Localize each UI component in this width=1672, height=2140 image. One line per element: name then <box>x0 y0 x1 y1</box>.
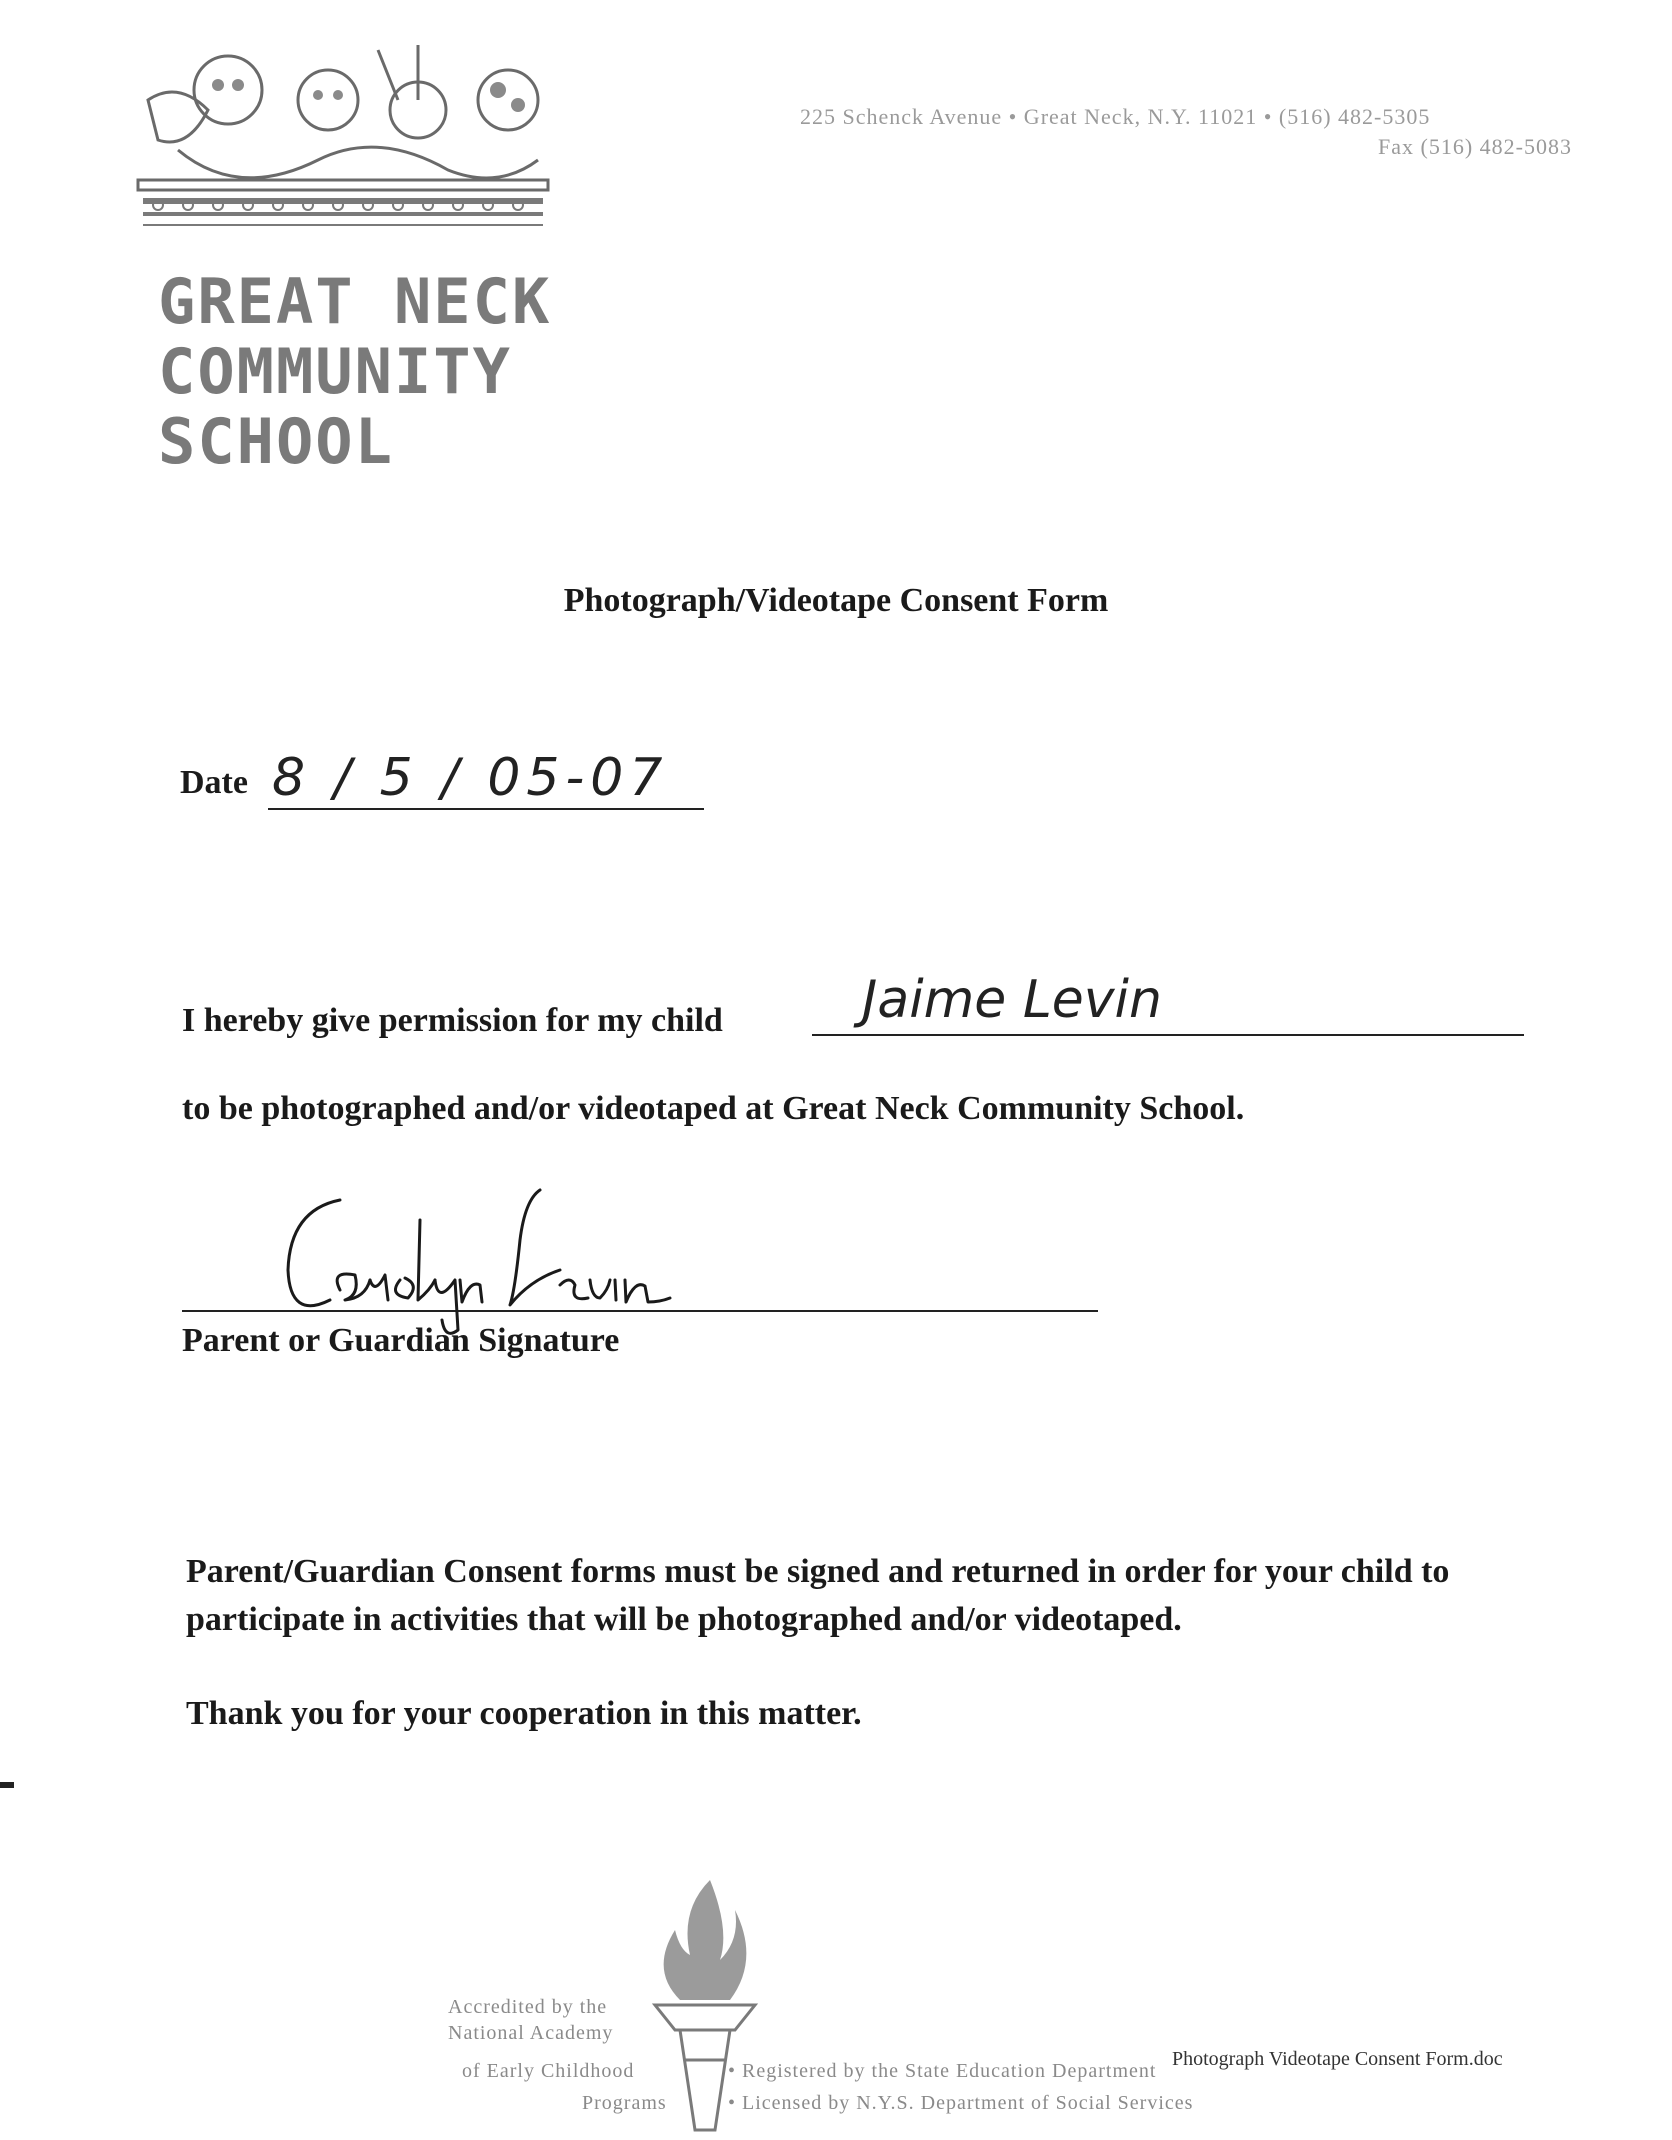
logo-illustration <box>118 40 568 260</box>
date-handwritten: 8 / 5 / 05-07 <box>272 748 669 808</box>
signature-label: Parent or Guardian Signature <box>182 1322 620 1359</box>
parent-signature <box>270 1180 710 1340</box>
registration-note: • Registered by the State Education Department <box>728 2060 1157 2082</box>
accreditation-line-3: of Early Childhood <box>462 2060 635 2082</box>
date-underline <box>268 808 704 810</box>
child-name-line <box>812 1034 1524 1036</box>
school-logo <box>118 40 568 478</box>
logo-text-line-1: GREAT NECK <box>158 265 552 338</box>
child-name-handwritten: Jaime Levin <box>862 970 1162 1030</box>
school-fax: Fax (516) 482-5083 <box>1378 134 1572 159</box>
permission-label: I hereby give permission for my child <box>182 1002 723 1039</box>
school-address: 225 Schenck Avenue • Great Neck, N.Y. 11021 • (516) 482-5305 <box>800 104 1431 129</box>
logo-text-line-2: COMMUNITY <box>158 335 512 408</box>
consent-notice: Parent/Guardian Consent forms must be signed and returned in order for your child to participate in activities that will be photographed and/or videotaped. <box>186 1553 1450 1638</box>
document-filename: Photograph Videotape Consent Form.doc <box>1172 2048 1503 2070</box>
logo-text-line-3: SCHOOL <box>158 405 394 478</box>
accreditation-line-2: National Academy <box>448 2022 614 2044</box>
scan-edge-mark <box>0 1782 14 1788</box>
date-label: Date <box>180 764 248 801</box>
permission-continuation: to be photographed and/or videotaped at Great Neck Community School. <box>182 1090 1245 1127</box>
form-title: Photograph/Videotape Consent Form <box>563 582 1109 619</box>
accreditation-line-4: Programs <box>582 2092 667 2114</box>
license-note: • Licensed by N.Y.S. Department of Social Services <box>728 2092 1194 2114</box>
thank-you-note: Thank you for your cooperation in this matter. <box>186 1695 862 1732</box>
accreditation-line-1: Accredited by the <box>448 1996 608 2018</box>
